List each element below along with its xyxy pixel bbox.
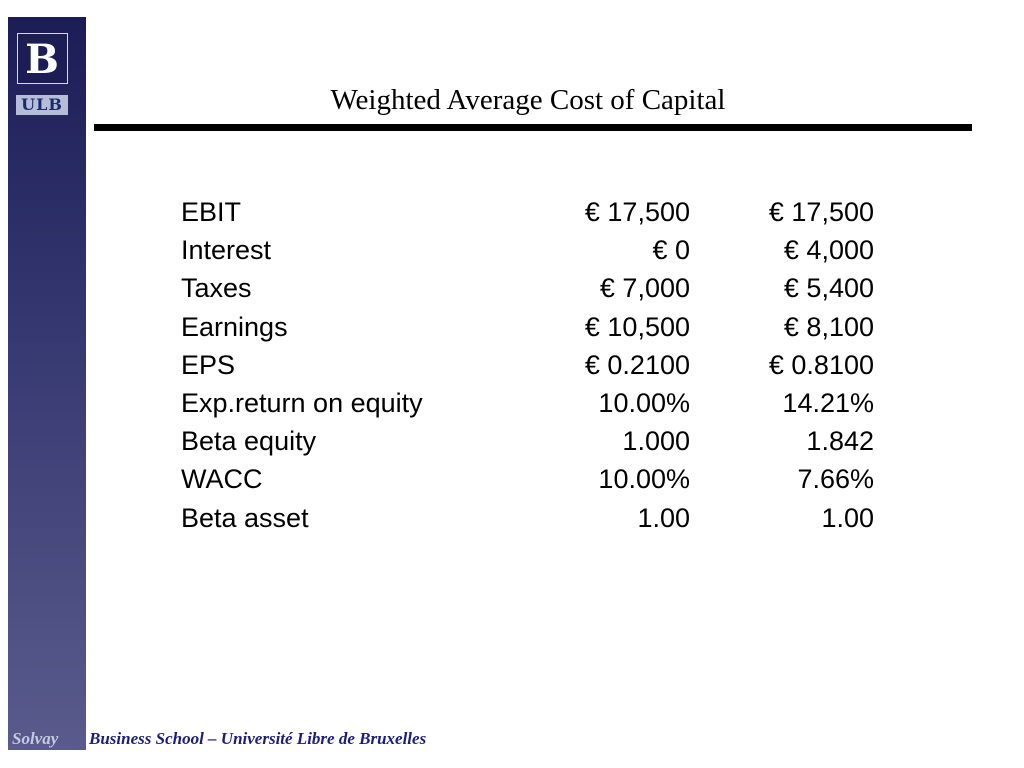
sidebar-band	[8, 17, 86, 750]
page-title: Weighted Average Cost of Capital	[330, 84, 726, 116]
value-column-b: € 0.8100	[768, 349, 874, 380]
row-label: Beta asset	[181, 502, 309, 533]
value-column-b: 1.00	[821, 502, 874, 533]
value-column-b: € 5,400	[783, 273, 874, 304]
value-column-a: 10.00%	[598, 464, 690, 495]
table-row	[181, 231, 881, 269]
row-label: Taxes	[181, 273, 252, 304]
value-column-a: 1.000	[622, 426, 690, 457]
value-column-a: 10.00%	[598, 387, 690, 418]
row-label: EPS	[181, 349, 236, 380]
value-column-b: 1.842	[806, 426, 874, 457]
ulb-logo-text: ULB	[16, 95, 68, 115]
value-column-b: 14.21%	[782, 387, 874, 418]
value-column-a: € 7,000	[599, 273, 690, 304]
row-label: Interest	[181, 235, 272, 266]
table-row	[181, 422, 881, 460]
value-column-a: € 0	[652, 235, 690, 266]
table-row	[181, 346, 881, 384]
value-column-a: € 10,500	[584, 311, 690, 342]
value-column-b: € 17,500	[768, 197, 874, 227]
row-label: Earnings	[181, 311, 288, 342]
row-label: Exp.return on equity	[181, 387, 423, 418]
table-row	[181, 460, 881, 498]
footer-solvay: Solvay	[12, 729, 59, 748]
logo-b-letter: B	[25, 36, 59, 82]
value-column-a: € 0.2100	[584, 349, 690, 380]
title-divider	[94, 124, 972, 131]
row-label: WACC	[181, 464, 263, 495]
table-row	[181, 384, 881, 422]
row-label: EBIT	[181, 197, 242, 227]
value-column-b: € 4,000	[783, 235, 874, 266]
table-row	[181, 193, 881, 231]
value-column-a: € 17,500	[584, 197, 690, 227]
value-column-a: 1.00	[637, 502, 690, 533]
value-column-b: 7.66%	[797, 464, 874, 495]
table-row	[181, 499, 881, 537]
footer-school-name: Business School – Université Libre de Bruxelles	[89, 729, 427, 748]
value-column-b: € 8,100	[783, 311, 874, 342]
wacc-table	[181, 193, 881, 537]
school-logo	[17, 33, 68, 84]
row-label: Beta equity	[181, 426, 317, 457]
table-row	[181, 308, 881, 346]
logo-b-mark	[18, 34, 66, 82]
table-row	[181, 269, 881, 307]
